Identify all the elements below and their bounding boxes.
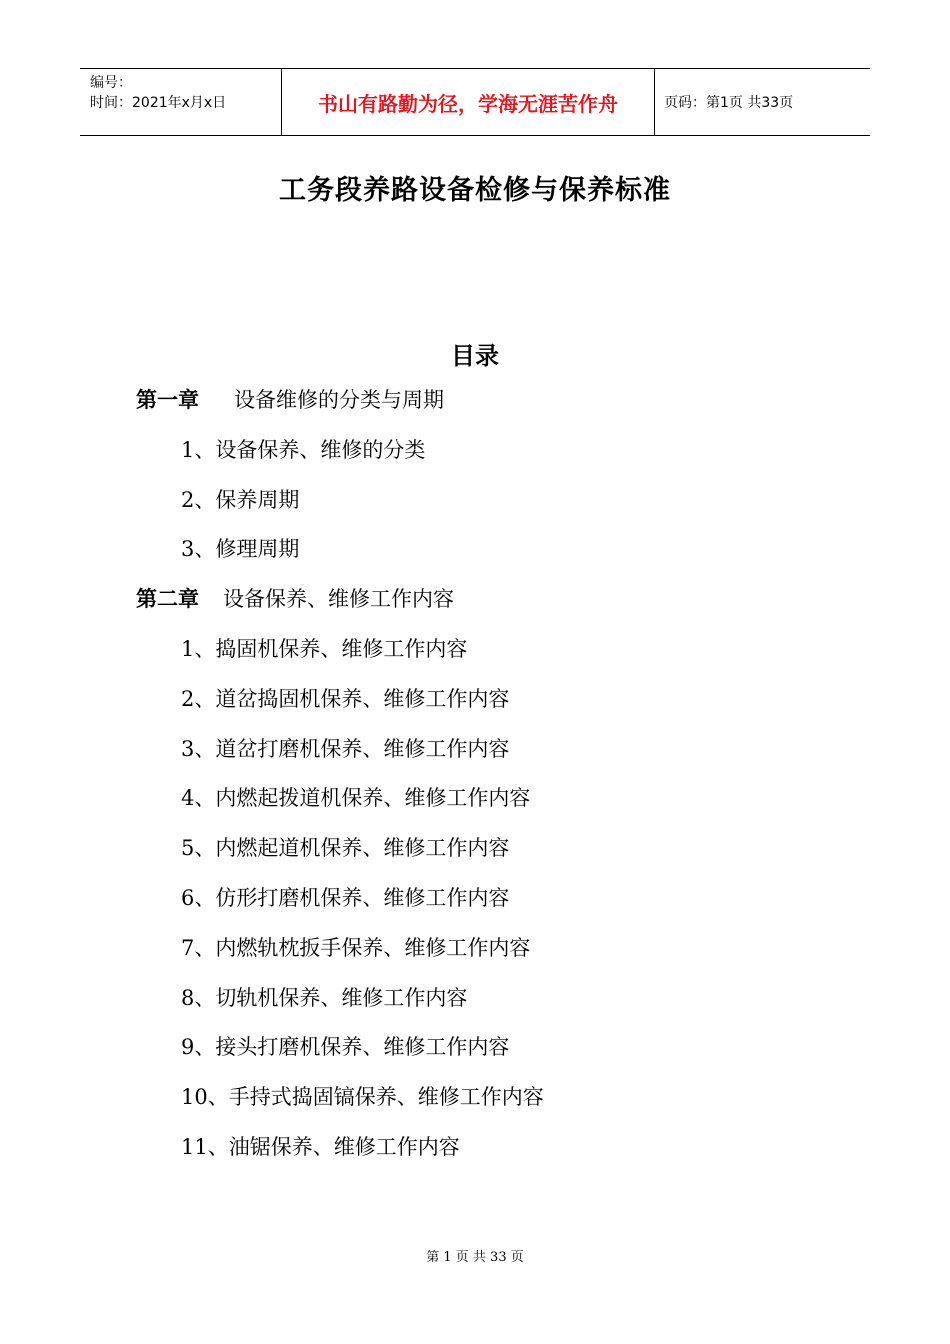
toc-section[interactable]: 6、仿形打磨机保养、维修工作内容 [181,886,510,910]
serial-label: 编号： [90,75,132,91]
document-title: 工务段养路设备检修与保养标准 [279,175,671,206]
toc-chapter-text: 设备维修的分类与周期 [234,388,444,412]
header-motto-cell [282,69,655,135]
header-page-cell [655,69,870,135]
toc-section[interactable]: 9、接头打磨机保养、维修工作内容 [181,1035,510,1060]
header-meta-cell [80,69,282,135]
toc-section[interactable]: 5、内燃起道机保养、维修工作内容 [181,836,510,861]
page-info: 页码：第1页 共33页 [664,95,794,111]
toc-section[interactable]: 1、设备保养、维修的分类 [181,437,426,462]
toc-section[interactable]: 7、内燃轨枕扳手保养、维修工作内容 [181,935,531,960]
toc-section[interactable]: 2、道岔捣固机保养、维修工作内容 [181,686,510,711]
page-footer: 第 1 页 共 33 页 [426,1250,524,1265]
toc-chapter[interactable] [136,579,454,619]
toc-chapter[interactable] [136,380,444,420]
toc-section[interactable]: 10、手持式捣固镐保养、维修工作内容 [181,1085,544,1110]
toc-section[interactable]: 2、保养周期 [181,487,300,512]
toc-section[interactable]: 3、修理周期 [181,537,300,562]
toc-section[interactable]: 3、道岔打磨机保养、维修工作内容 [181,736,510,761]
toc-chapter-label: 第二章 [136,587,199,612]
date-label: 时间：2021年x月x日 [90,95,227,111]
toc-section[interactable]: 8、切轨机保养、维修工作内容 [181,985,468,1010]
motto-text: 书山有路勤为径，学海无涯苦作舟 [318,91,618,116]
toc-title: 目录 [451,342,499,370]
toc-section[interactable]: 4、内燃起拨道机保养、维修工作内容 [181,786,531,811]
toc-chapter-text: 设备保养、维修工作内容 [223,587,454,612]
toc-section[interactable]: 11、油锯保养、维修工作内容 [181,1135,460,1159]
toc-chapter-label: 第一章 [136,388,199,412]
toc-section[interactable]: 1、捣固机保养、维修工作内容 [181,637,468,661]
header-table [80,68,870,136]
